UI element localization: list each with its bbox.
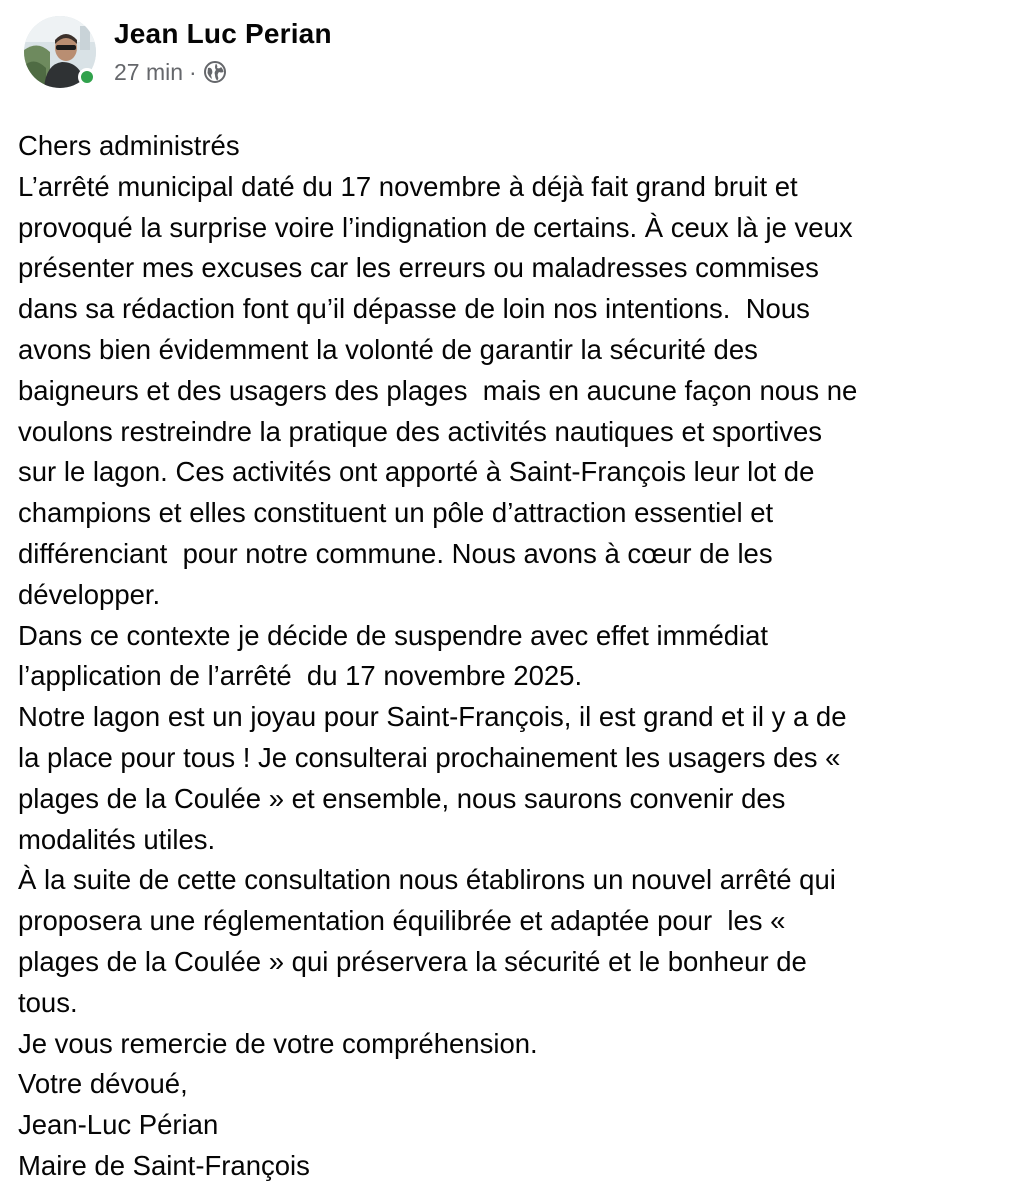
post-line: L’arrêté municipal daté du 17 novembre à déjà fait grand bruit et [18,170,798,202]
post-line: Je vous remercie de votre compréhension. [18,1027,538,1059]
post-line: Jean-Luc Périan [18,1109,219,1141]
avatar[interactable] [24,16,96,88]
globe-icon[interactable] [203,60,227,84]
post-line: avons bien évidemment la volonté de garantir la sécurité des [18,333,758,365]
post-line: Notre lagon est un joyau pour Saint-François, il est grand et il y a de [18,701,847,733]
online-status-dot [78,68,96,86]
post-header [24,14,332,90]
post-meta [114,57,332,87]
post-line: plages de la Coulée » qui préservera la sécurité et le bonheur de [18,945,807,977]
post-line: différenciant pour notre commune. Nous avons à cœur de les [18,537,773,569]
post-line: champions et elles constituent un pôle d’attraction essentiel et [18,497,774,529]
post-message [18,126,1008,1187]
post-time[interactable]: 27 min [114,59,184,85]
post-line: baigneurs et des usagers des plages mais en aucune façon nous ne [18,374,858,406]
post-line: Votre dévoué, [18,1068,188,1100]
post-line: proposera une réglementation équilibrée et adaptée pour les « [18,905,786,937]
post-line: dans sa rédaction font qu’il dépasse de loin nos intentions. Nous [18,293,810,325]
post-line: Chers administrés [18,130,240,161]
post-line: développer. [18,578,161,610]
post-line: sur le lagon. Ces activités ont apporté à Saint-François leur lot de [18,456,815,488]
meta-separator: · [189,59,197,85]
post-line: présenter mes excuses car les erreurs ou maladresses commises [18,252,819,284]
post-line: la place pour tous ! Je consulterai prochainement les usagers des « [18,741,841,773]
post-line: l’application de l’arrêté du 17 novembre 2025. [18,660,583,692]
post-line: provoqué la surprise voire l’indignation de certains. À ceux là je veux [18,211,853,243]
author-name[interactable]: Jean Luc Perian [114,18,332,49]
post-line: voulons restreindre la pratique des activités nautiques et sportives [18,415,823,447]
post-line: modalités utiles. [18,823,216,855]
post-line: Dans ce contexte je décide de suspendre avec effet immédiat [18,619,769,651]
post-line: plages de la Coulée » et ensemble, nous saurons convenir des [18,782,786,814]
post-line: À la suite de cette consultation nous établirons un nouvel arrêté qui [18,864,836,896]
post-line: Maire de Saint-François [18,1149,310,1181]
post-line: tous. [18,986,78,1018]
header-text [114,17,332,87]
